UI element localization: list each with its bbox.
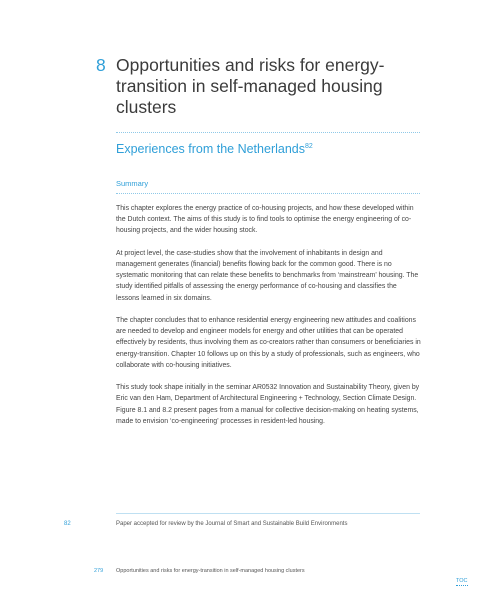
footnote-text: Paper accepted for review by the Journal of Smart and Sustainable Build Environments [116, 521, 348, 527]
subtitle-footnote-ref[interactable]: 82 [304, 142, 313, 150]
summary-paragraph-1: This chapter explores the energy practice of co-housing projects, and how these developed within the Dutch context. The aims of this study is to find tools to optimise the energy engineering of co-housing projects, and the wider housing stock. [116, 205, 414, 235]
running-title: Opportunities and risks for energy-transition in self-managed housing clusters [116, 568, 305, 574]
dotted-divider-top [116, 132, 420, 133]
footnote-number: 82 [64, 521, 71, 527]
dotted-divider-summary [116, 193, 420, 194]
chapter-number: 8 [96, 55, 106, 75]
subtitle-text: Experiences from the Netherlands [116, 142, 305, 156]
summary-heading: Summary [116, 179, 149, 188]
page-number: 279 [94, 568, 104, 574]
summary-body [116, 203, 422, 438]
summary-paragraph-2: At project level, the case-studies show that the involvement of inhabitants in design and management generates (financial) benefits flowing back for the common good. There is no systematic monitoring that can relate these benefits to benchmarks from ‘mainstream’ housing. The study identified pitfalls of assessing the energy performance of co-housing and classifies the lessons learned in six domains. [116, 249, 419, 302]
footnote-divider [116, 513, 420, 514]
summary-paragraph-3: The chapter concludes that to enhance residential energy engineering new attitudes and coalitions are needed to develop and engineer models for energy and other utilities that can be operated effectively by residents, thus involving them as co-creators rather than consumers or beneficiaries in energy-transition. Chapter 10 follows up on this by a study of professionals, such as engineers, who collaborate with co-housing initiatives. [116, 317, 421, 369]
toc-link[interactable]: TOC [456, 578, 468, 584]
chapter-title: Opportunities and risks for energy-transition in self-managed housing clusters [116, 55, 385, 117]
chapter-subtitle [116, 142, 313, 157]
summary-paragraph-4: This study took shape initially in the seminar AR0532 Innovation and Sustainability Theory, given by Eric van den Ham, Department of Architectural Engineering + Technology, Section Climate Design. Figure 8.1 and 8.2 present pages from a manual for collective decision-making on heating systems, made to envision ‘co-engineering’ processes in resident-led housing. [116, 384, 420, 425]
